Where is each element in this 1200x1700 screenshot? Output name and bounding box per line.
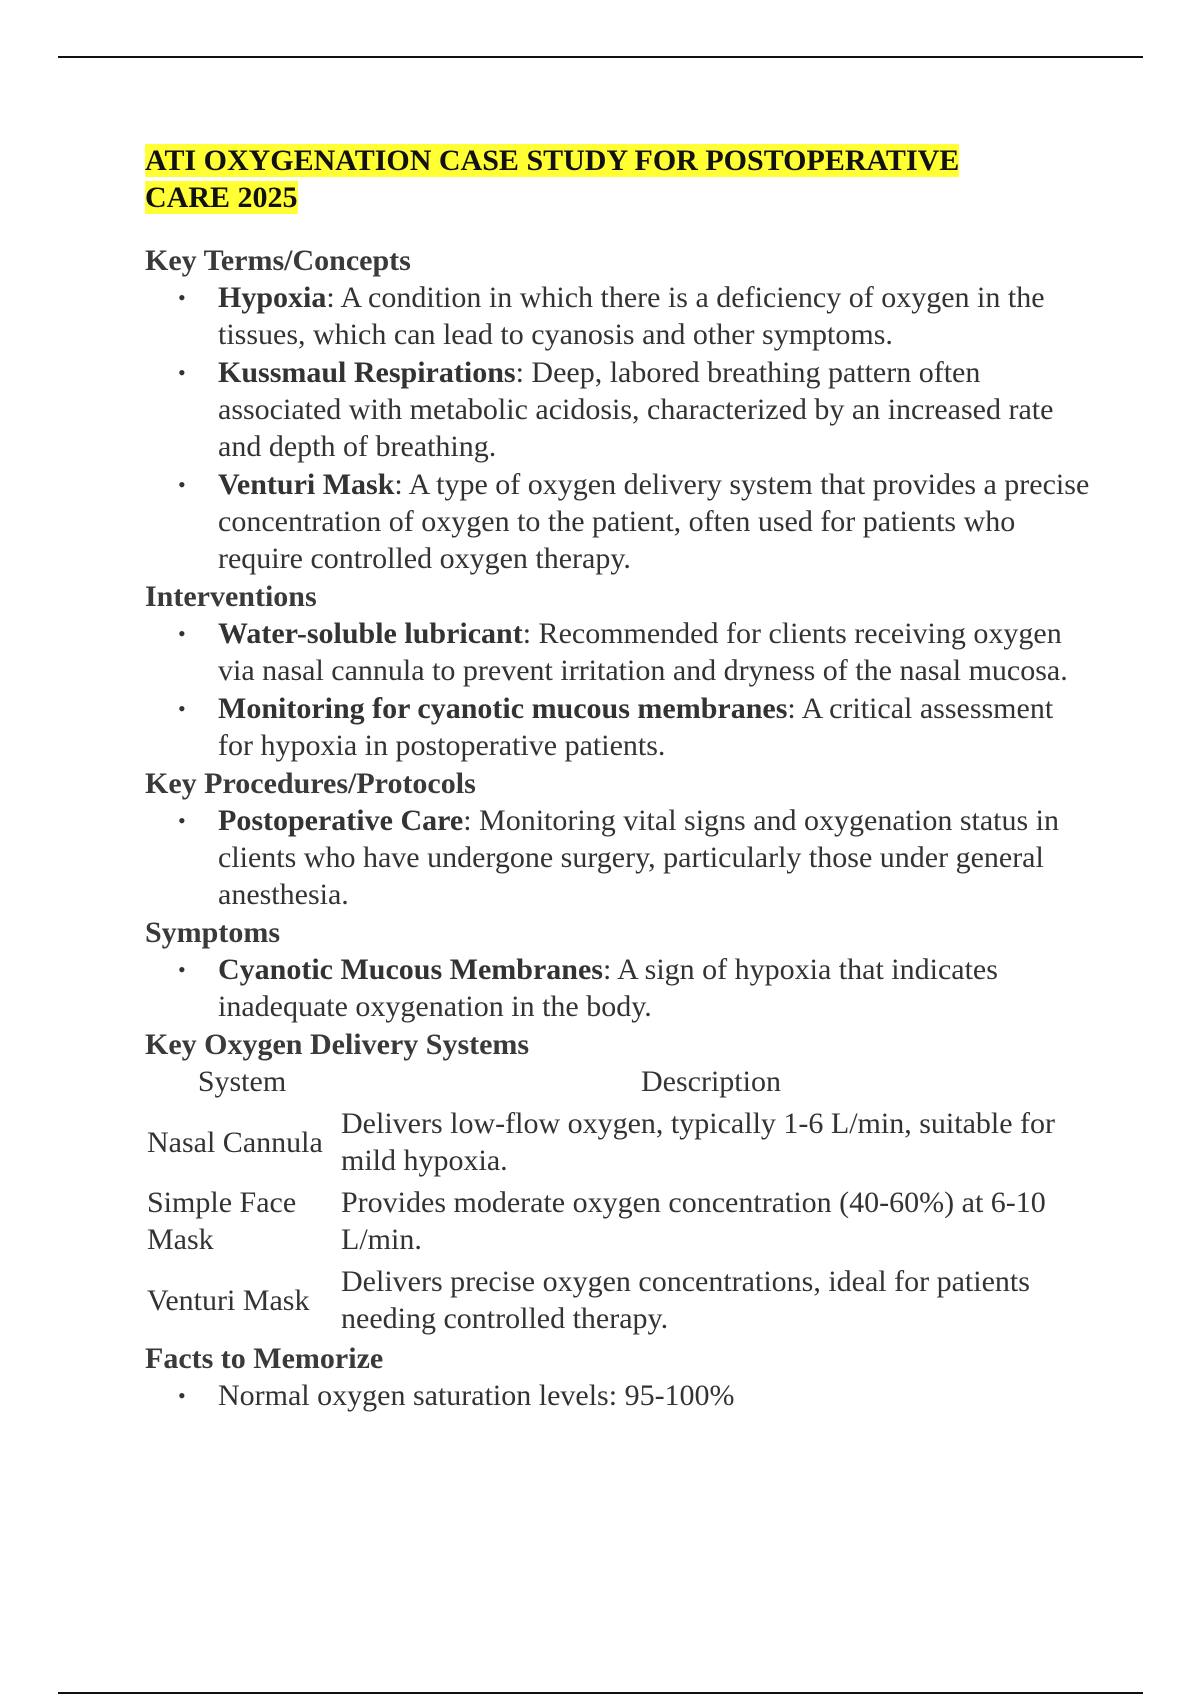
key-terms-list — [145, 279, 1095, 577]
bullet-icon: • — [178, 285, 186, 310]
description-cell: Delivers low-flow oxygen, typically 1-6 L/min, suitable for mild hypoxia. — [341, 1107, 1056, 1177]
column-header-system: System — [197, 1065, 287, 1098]
column-header-description: Description — [641, 1065, 781, 1098]
facts-list — [145, 1377, 1095, 1414]
section-heading-procedures: Key Procedures/Protocols — [145, 767, 476, 800]
bullet-icon: • — [178, 360, 186, 385]
document-title: ATI OXYGENATION CASE STUDY FOR POSTOPERATIVE CARE 2025 — [145, 144, 960, 214]
document-body — [145, 142, 1095, 1415]
list-item: • Water-soluble lubricant: Recommended for clients receiving oxygen via nasal cannula to prevent irritation and dryness of the nasal mucosa. — [178, 617, 1068, 687]
description-cell: Provides moderate oxygen concentration (40-60%) at 6-10 L/min. — [341, 1186, 1046, 1256]
section-heading-symptoms: Symptoms — [145, 916, 281, 949]
system-cell: Nasal Cannula — [147, 1125, 323, 1159]
delivery-systems-table — [145, 1063, 1083, 1340]
bullet-icon: • — [178, 472, 186, 497]
system-cell: Simple Face Mask — [147, 1186, 297, 1256]
list-item: • Postoperative Care: Monitoring vital signs and oxygenation status in clients who have undergone surgery, particularly those under general anesthesia. — [178, 804, 1059, 911]
table-row — [145, 1182, 1083, 1261]
bullet-icon: • — [178, 808, 186, 833]
section-heading-delivery-systems: Key Oxygen Delivery Systems — [145, 1028, 530, 1061]
description-cell: Delivers precise oxygen concentrations, ideal for patients needing controlled therapy. — [341, 1265, 1030, 1335]
list-item: • Kussmaul Respirations: Deep, labored breathing pattern often associated with metabolic acidosis, characterized by an increased rate and depth of breathing. — [178, 356, 1054, 463]
table-header-row — [145, 1063, 1083, 1103]
list-item: • Venturi Mask: A type of oxygen delivery system that provides a precise concentration of oxygen to the patient, often used for patients who require controlled oxygen therapy. — [178, 468, 1090, 575]
list-item: • Hypoxia: A condition in which there is a deficiency of oxygen in the tissues, which can lead to cyanosis and other symptoms. — [178, 281, 1045, 351]
section-heading-facts: Facts to Memorize — [145, 1342, 384, 1375]
list-item: • Monitoring for cyanotic mucous membranes: A critical assessment for hypoxia in postoperative patients. — [178, 692, 1054, 762]
table-row — [145, 1103, 1083, 1182]
top-divider — [58, 56, 1143, 58]
section-heading-key-terms: Key Terms/Concepts — [145, 244, 411, 277]
bullet-icon: • — [178, 696, 186, 721]
bullet-icon: • — [178, 957, 186, 982]
bottom-divider — [58, 1692, 1143, 1694]
list-item: • Normal oxygen saturation levels: 95-100% — [178, 1379, 735, 1412]
symptoms-list — [145, 951, 1095, 1025]
procedures-list — [145, 802, 1095, 913]
section-heading-interventions: Interventions — [145, 580, 317, 613]
list-item: • Cyanotic Mucous Membranes: A sign of hypoxia that indicates inadequate oxygenation in the body. — [178, 953, 998, 1023]
interventions-list — [145, 615, 1095, 764]
bullet-icon: • — [178, 1383, 186, 1408]
table-row — [145, 1261, 1083, 1340]
system-cell: Venturi Mask — [147, 1283, 310, 1317]
bullet-icon: • — [178, 621, 186, 646]
